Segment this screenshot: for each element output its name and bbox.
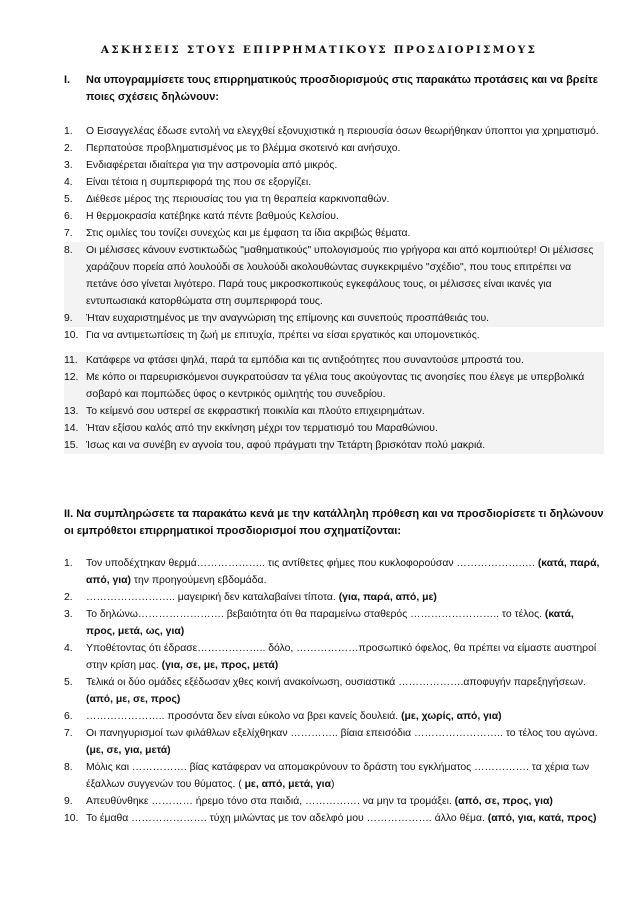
list-item: 7. Στις ομιλίες του τονίζει συνεχώς και με έμφαση τα ίδια ακριβώς θέματα. [64, 228, 411, 239]
list-item-text: Οι μέλισσες κάνουν ενστικτωδώς "μαθηματικούς" υπολογισμούς πιο γρήγορα και από κομπιούτερ! Οι μέλισσες χαράζουν πορεία από λουλούδι σε λουλούδι ακολουθώντας συγκεκριμένο "σχέδιο", που τους επιτρέπει να πετάνε όσο γίνεται λιγότερο. Παρά τους μικροσκοπικούς εγκεφάλους τους, οι μέλισσες είναι ικανές για εντυπωσιακά κατορθώματα στη συμπεριφορά τους. [86, 245, 594, 307]
list-item-text: Ήταν εξίσου καλός από την εκκίνηση μέχρι τον τερματισμό του Μαραθώνιου. [86, 423, 438, 434]
list-item: 14. Ήταν εξίσου καλός από την εκκίνηση μέχρι τον τερματισμό του Μαραθώνιου. [64, 420, 604, 437]
list-item-text: Οι πανηγυρισμοί των φιλάθλων εξελίχθηκαν ………….. βίαια επεισόδια …………………….. το τέλος του αγώνα. [86, 728, 598, 739]
list-item: 6. Η θερμοκρασία κατέβηκε κατά πέντε βαθμούς Κελσίου. [64, 211, 339, 222]
list-item: 12. Με κόπο οι παρευρισκόμενοι συγκρατούσαν τα γέλια τους ακούγοντας τις ανοησίες που έλεγε με υπερβολικά σοβαρό και πομπώδες ύφος ο κεντρικός ομιλητής του συνεδρίου. [64, 369, 604, 403]
part2-heading-text: II. Να συμπληρώσετε τα παρακάτω κενά με την κατάλληλη πρόθεση και να προσδιορίσετε τι δηλώνουν οι εμπρόθετοι επιρρηματικοί προσδιορισμοί που σχηματίζονται: [64, 508, 604, 537]
list-item: 2. Περπατούσε προβληματισμένος με το βλέμμα σκοτεινό και ανήσυχο. [64, 143, 401, 154]
list-item: 10. Το έμαθα …………………. τύχη μιλώντας με τον αδελφό μου ………………. άλλο θέμα. (από, για, κατά, προς) [64, 813, 597, 824]
options-text: (από, με, σε, προς) [86, 694, 181, 705]
list-item-text: Το δηλώνω……………………. βεβαιότητα ότι θα παραμείνω σταθερός …………………….. το τέλος. [86, 609, 545, 620]
list-item-text: Μόλις και ……………. βίας κατάφεραν να απομακρύνουν το δράστη του εγκλήματος ……………. τα χέρια των έξαλλων συγγενών του θύματος. ( [86, 762, 590, 790]
list-item-text: Ο Εισαγγελέας έδωσε εντολή να ελεγχθεί εξονυχιστικά η περιουσία όσων θεωρήθηκαν ύποπτοι για χρηματισμό. [86, 126, 599, 137]
list-item-text: Ήταν ευχαριστημένος με την αναγνώριση της επίμονης και συνεπούς προσπάθειάς του. [86, 313, 490, 324]
list-item-text: Είναι τέτοια η συμπεριφορά της που σε εξοργίζει. [86, 177, 312, 188]
list-item-text: Με κόπο οι παρευρισκόμενοι συγκρατούσαν τα γέλια τους ακούγοντας τις ανοησίες που έλεγε με υπερβολικά σοβαρό και πομπώδες ύφος ο κεντρικός ομιλητής του συνεδρίου. [86, 372, 585, 400]
list-item: 1. Τον υποδέχτηκαν θερμά……………….. τις αντίθετες φήμες που κυκλοφορούσαν ……………….…. (κατά, παρά, από, για) την προηγούμενη εβδομάδα. [64, 558, 600, 586]
list-item: 10. Για να αντιμετωπίσεις τη ζωή με επιτυχία, πρέπει να είσαι εργατικός και υπομονετικός. [64, 330, 480, 341]
list-item-tail: την προηγούμενη εβδομάδα. [130, 575, 267, 586]
options-text: (για, παρά, από, με) [338, 592, 437, 603]
list-item: 11. Κατάφερε να φτάσει ψηλά, παρά τα εμπόδια και τις αντιξοότητες που συναντούσε μπροστά του. [64, 352, 604, 369]
options-text: με, από, μετά, για [244, 779, 331, 790]
options-text: (κατά, παρά, από, για) [86, 558, 600, 586]
list-item: 7. Οι πανηγυρισμοί των φιλάθλων εξελίχθηκαν ………….. βίαια επεισόδια …………………….. το τέλος του αγώνα. (με, σε, για, μετά) [64, 728, 598, 756]
list-item-text: Το κείμενό σου υστερεί σε εκφραστική ποικιλία και πλούτο επιχειρημάτων. [86, 406, 425, 417]
list-item-text: Κατάφερε να φτάσει ψηλά, παρά τα εμπόδια και τις αντιξοότητες που συναντούσε μπροστά του. [86, 355, 524, 366]
options-text: (για, σε, με, προς, μετά) [161, 660, 279, 671]
list-item-tail: ) [330, 779, 335, 790]
part2-list [64, 555, 604, 827]
list-item-text: Για να αντιμετωπίσεις τη ζωή με επιτυχία, πρέπει να είσαι εργατικός και υπομονετικός. [86, 330, 480, 341]
options-text: (από, σε, προς, για) [454, 796, 553, 807]
list-item: 8. Οι μέλισσες κάνουν ενστικτωδώς "μαθηματικούς" υπολογισμούς πιο γρήγορα και από κομπιούτερ! Οι μέλισσες χαράζουν πορεία από λουλούδι σε λουλούδι ακολουθώντας συγκεκριμένο "σχέδιο", που τους επιτρέπει να πετάνε όσο γίνεται λιγότερο. Παρά τους μικροσκοπικούς εγκεφάλους τους, οι μέλισσες είναι ικανές για εντυπωσιακά κατορθώματα στη συμπεριφορά τους. [64, 242, 604, 310]
list-item-text: Η θερμοκρασία κατέβηκε κατά πέντε βαθμούς Κελσίου. [86, 211, 339, 222]
options-text: (κατά, προς, μετά, ως, για) [86, 609, 574, 637]
list-item: 9. Ήταν ευχαριστημένος με την αναγνώριση της επίμονης και συνεπούς προσπάθειάς του. [64, 310, 604, 327]
list-item-text: Τελικά οι δύο ομάδες εξέδωσαν χθες κοινή ανακοίνωση, ουσιαστικά ……………….αποφυγήν παρεξηγήσεων. [86, 677, 586, 688]
list-item-text: Ίσως και να συνέβη εν αγνοία του, αφού πράγματι την Τετάρτη βρισκόταν πολύ μακριά. [86, 440, 486, 451]
options-text: (με, χωρίς, από, για) [401, 711, 502, 722]
list-item: 15. Ίσως και να συνέβη εν αγνοία του, αφού πράγματι την Τετάρτη βρισκόταν πολύ μακριά. [64, 437, 604, 454]
list-item-text: ………………….. προσόντα δεν είναι εύκολο να βρει κανείς δουλειά. [86, 711, 402, 722]
list-item-text: Υποθέτοντας ότι έδρασε……………….. δόλο, ………………προσωπικό όφελος, θα πρέπει να είμαστε αυστηροί στην κρίση μας. [86, 643, 597, 671]
list-item: 3. Ενδιαφέρεται ιδιαίτερα για την αστρονομία από μικρός. [64, 160, 338, 171]
list-item-text: Διέθεσε μέρος της περιουσίας του για τη θεραπεία καρκινοπαθών. [86, 194, 390, 205]
list-item: 3. Το δηλώνω……………………. βεβαιότητα ότι θα παραμείνω σταθερός …………………….. το τέλος. (κατά, προς, μετά, ως, για) [64, 609, 574, 637]
list-item-text: Στις ομιλίες του τονίζει συνεχώς και με έμφαση τα ίδια ακριβώς θέματα. [86, 228, 411, 239]
list-item: 4. Υποθέτοντας ότι έδρασε……………….. δόλο, ………………προσωπικό όφελος, θα πρέπει να είμαστε αυστηροί στην κρίση μας. (για, σε, με, προς, μετά) [64, 643, 597, 671]
list-item-text: Περπατούσε προβληματισμένος με το βλέμμα σκοτεινό και ανήσυχο. [86, 143, 401, 154]
list-item-text: Το έμαθα …………………. τύχη μιλώντας με τον αδελφό μου ………………. άλλο θέμα. [86, 813, 488, 824]
list-item: 6. ………………….. προσόντα δεν είναι εύκολο να βρει κανείς δουλειά. (με, χωρίς, από, για) [64, 711, 502, 722]
list-item: 8. Μόλις και ……………. βίας κατάφεραν να απομακρύνουν το δράστη του εγκλήματος ……………. τα χέρια των έξαλλων συγγενών του θύματος. ( με, από, μετά, για) [64, 762, 590, 790]
list-item-text: Τον υποδέχτηκαν θερμά……………….. τις αντίθετες φήμες που κυκλοφορούσαν ……………….…. [86, 558, 538, 569]
part2-heading [64, 506, 604, 540]
part1-heading [64, 72, 604, 106]
options-text: (με, σε, για, μετά) [86, 745, 171, 756]
list-item-text: Ενδιαφέρεται ιδιαίτερα για την αστρονομία από μικρός. [86, 160, 338, 171]
page-title: ΑΣΚΗΣΕΙΣ ΣΤΟΥΣ ΕΠΙΡΡΗΜΑΤΙΚΟΥΣ ΠΡΟΣΔΙΟΡΙΣΜΟΥΣ [100, 44, 538, 56]
list-item: 5. Διέθεσε μέρος της περιουσίας του για τη θεραπεία καρκινοπαθών. [64, 194, 390, 205]
options-text: (από, για, κατά, προς) [487, 813, 597, 824]
part1-heading-text: Να υπογραμμίσετε τους επιρρηματικούς προσδιορισμούς στις παρακάτω προτάσεις και να βρείτε ποιες σχέσεις δηλώνουν: [86, 74, 598, 103]
part1-list [64, 123, 604, 454]
list-item: 13. Το κείμενό σου υστερεί σε εκφραστική ποικιλία και πλούτο επιχειρημάτων. [64, 403, 604, 420]
part1-number: I. [64, 74, 71, 86]
list-item: 5. Τελικά οι δύο ομάδες εξέδωσαν χθες κοινή ανακοίνωση, ουσιαστικά ……………….αποφυγήν παρεξηγήσεων. (από, με, σε, προς) [64, 677, 586, 705]
list-item: 2. …………………….. μαγειρική δεν καταλαβαίνει τίποτα. (για, παρά, από, με) [64, 592, 437, 603]
list-item-text: Απευθύνθηκε ………… ήρεμο τόνο στα παιδιά, ……………. να μην τα τρομάξει. [86, 796, 455, 807]
list-item: 1. Ο Εισαγγελέας έδωσε εντολή να ελεγχθεί εξονυχιστικά η περιουσία όσων θεωρήθηκαν ύποπτοι για χρηματισμό. [64, 126, 599, 137]
list-item: 9. Απευθύνθηκε ………… ήρεμο τόνο στα παιδιά, ……………. να μην τα τρομάξει. (από, σε, προς, για) [64, 796, 553, 807]
list-item: 4. Είναι τέτοια η συμπεριφορά της που σε εξοργίζει. [64, 177, 312, 188]
list-item-text: …………………….. μαγειρική δεν καταλαβαίνει τίποτα. [86, 592, 339, 603]
